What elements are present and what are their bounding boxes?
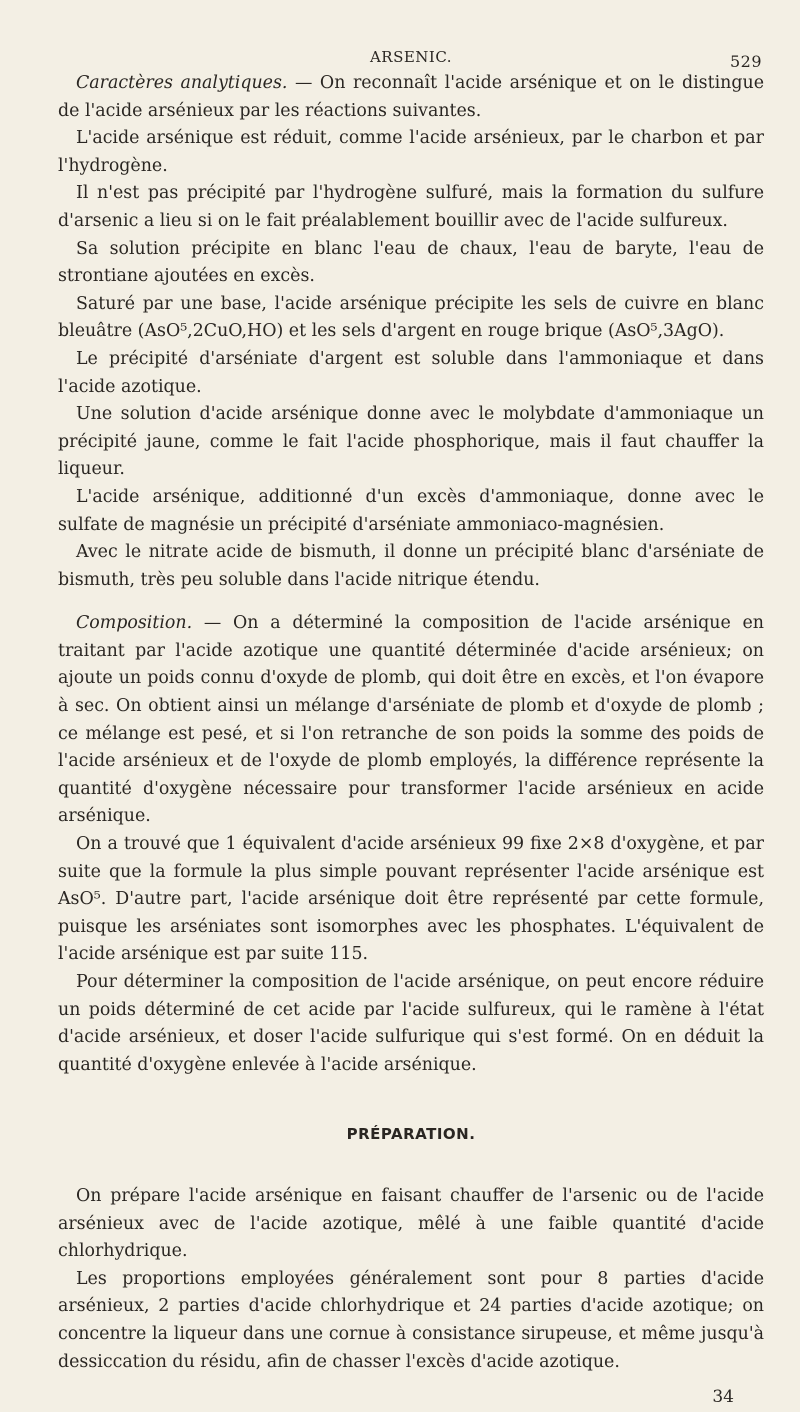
paragraph: On a trouvé que 1 équivalent d'acide arsénieux 99 fixe 2×8 d'oxygène, et par suite que la formule la plus simple pouvant représenter l'acide arsénique est AsO⁵. D'autre part, l'acide arsénique doit être représenté par cette formule, puisque les arséniates sont isomorphes avec les phosphates. L'équivalent de l'acide arsénique est par suite 115. <box>58 834 764 965</box>
paragraph: Une solution d'acide arsénique donne avec le molybdate d'ammoniaque un précipité jaune, comme le fait l'acide phosphorique, mais il faut chauffer la liqueur. <box>58 404 764 480</box>
paragraph-heading: Composition. <box>76 613 193 634</box>
paragraph-text: — On a déterminé la composition de l'acide arsénique en traitant par l'acide azotique une quantité déterminée d'acide arsénieux; on ajoute un poids connu d'oxyde de plomb, qui doit être en excès, et l'on évapore à sec. On obtient ainsi un mélange d'arséniate de plomb et d'oxyde de plomb ; ce mélange est pesé, et si l'on retranche de son poids la somme des poids de l'acide arsénieux et de l'oxyde de plomb employés, la différence représente la quantité d'oxygène nécessaire pour transformer l'acide arsénieux en acide arsénique. <box>58 613 764 827</box>
paragraph: On prépare l'acide arsénique en faisant chauffer de l'arsenic ou de l'acide arsénieux avec de l'acide azotique, mêlé à une faible quantité d'acide chlorhydrique. <box>58 1185 764 1262</box>
paragraph-text: — On reconnaît l'acide arsénique et on le distingue de l'acide arsénieux par les réactions suivantes. <box>58 73 764 121</box>
paragraph: L'acide arsénique, additionné d'un excès d'ammoniaque, donne avec le sulfate de magnésie un précipité d'arséniate ammoniaco-magnésien. <box>58 486 764 535</box>
paragraph: Les proportions employées généralement sont pour 8 parties d'acide arsénieux, 2 parties d'acide chlorhydrique et 24 parties d'acide azotique; on concentre la liqueur dans une cornue à consistance sirupeuse, et même jusqu'à dessiccation du résidu, afin de chasser l'excès d'acide azotique. <box>58 1268 764 1372</box>
page-number: 529 <box>729 52 762 71</box>
paragraph: Il n'est pas précipité par l'hydrogène sulfuré, mais la formation du sulfure d'arsenic a lieu si on le fait préalablement bouillir avec de l'acide sulfureux. <box>58 183 764 231</box>
paragraph <box>58 70 764 125</box>
paragraph: Le précipité d'arséniate d'argent est soluble dans l'ammoniaque et dans l'acide azotique. <box>58 348 764 397</box>
page-body <box>58 70 764 1412</box>
paragraph: Avec le nitrate acide de bismuth, il donne un précipité blanc d'arséniate de bismuth, très peu soluble dans l'acide nitrique étendu. <box>58 542 764 590</box>
paragraph: Pour déterminer la composition de l'acide arsénique, on peut encore réduire un poids déterminé de cet acide par l'acide sulfureux, qui le ramène à l'état d'acide arsénieux, et doser l'acide sulfurique qui s'est formé. On en déduit la quantité d'oxygène enlevée à l'acide arsénique. <box>58 972 764 1075</box>
paragraph: Saturé par une base, l'acide arsénique précipite les sels de cuivre en blanc bleuâtre (AsO⁵,2CuO,HO) et les sels d'argent en rouge brique (AsO⁵,3AgO). <box>58 293 764 342</box>
paragraph: L'acide arsénique est réduit, comme l'acide arsénieux, par le charbon et par l'hydrogène. <box>58 128 764 176</box>
paragraph: Sa solution précipite en blanc l'eau de chaux, l'eau de baryte, l'eau de strontiane ajoutées en excès. <box>58 238 764 287</box>
paragraph <box>58 610 764 831</box>
signature-mark: 34 <box>712 1387 734 1408</box>
running-title: ARSENIC. <box>369 48 453 66</box>
paragraph-heading: Caractères analytiques. <box>76 73 288 93</box>
running-head <box>58 44 764 70</box>
section-title: PRÉPARATION. <box>346 1125 476 1144</box>
